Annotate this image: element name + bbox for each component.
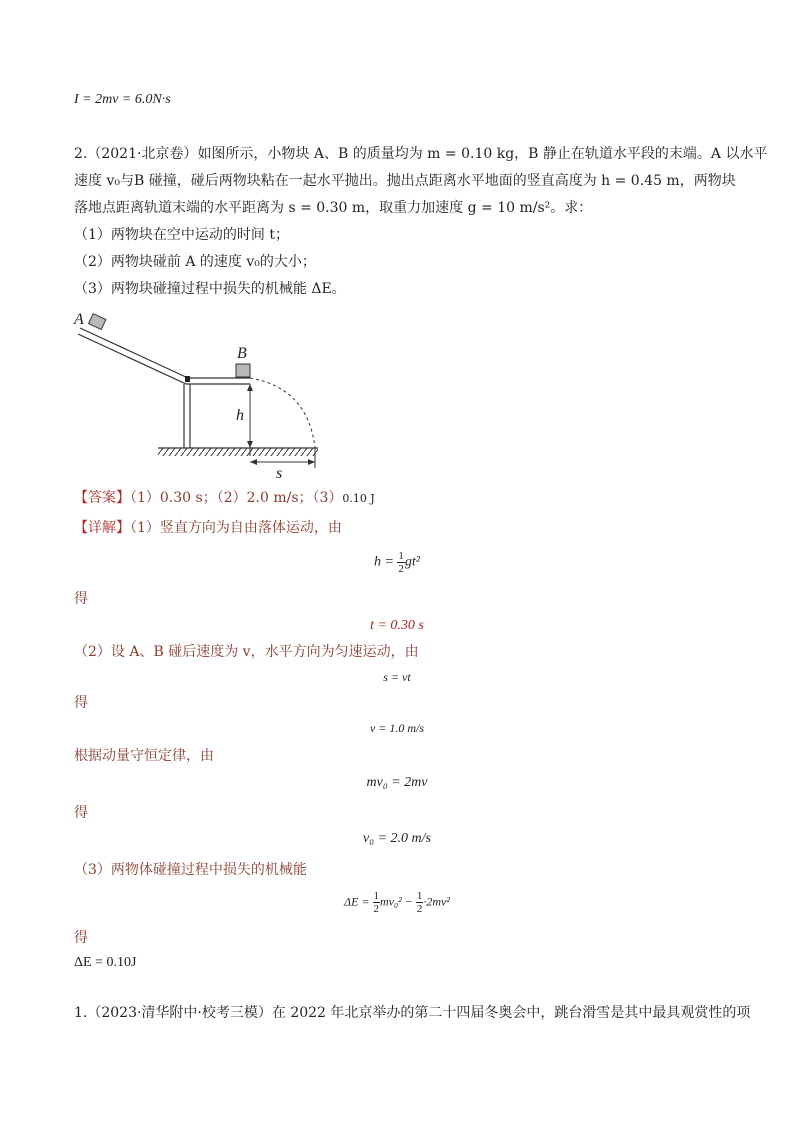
- block-a: [89, 314, 106, 330]
- ramp-line-top: [80, 328, 188, 378]
- momentum-text: 根据动量守恒定律，由: [74, 748, 214, 764]
- result-v0: v₀ = 2.0 m/s: [363, 831, 431, 846]
- problem-stem-line1: [74, 144, 767, 164]
- equation-2: s = vt: [383, 670, 411, 684]
- next-problem-stem: 1.（2023·清华附中·校考三模）在 2022 年北京举办的第二十四届冬奥会中，跳台滑雪是其中最具观赏性的项: [74, 1005, 751, 1021]
- de-4: 得: [74, 930, 88, 946]
- equation-1: h = $\frac{1}{2}$ gt²: [373, 550, 421, 575]
- answer-tag: 【答案】: [74, 490, 130, 506]
- detail-tag: 【详解】: [74, 520, 130, 536]
- detail-1: （1）竖直方向为自由落体运动，由: [130, 520, 342, 536]
- trajectory-dashed: [250, 378, 315, 448]
- question-2: （2）两物块碰前 A 的速度 v₀的大小；: [74, 254, 316, 270]
- answer-line: [74, 488, 375, 509]
- problem-source: 2.（2021·北京卷）: [74, 146, 198, 162]
- de-1: 得: [74, 591, 88, 607]
- problem-stem-line2: 速度 v₀与B 碰撞，碰后两物块粘在一起水平抛出。抛出点距离水平地面的竖直高度为 h = 0.45 m，两物块: [74, 173, 736, 189]
- ground-hatch: [158, 448, 318, 456]
- question-1: （1）两物块在空中运动的时间 t；: [74, 227, 289, 243]
- label-a: A: [74, 311, 84, 328]
- answer-text: （1）0.30 s；（2）2.0 m/s；（3）: [130, 490, 343, 506]
- de-3: 得: [74, 805, 88, 821]
- detail-3: （3）两物体碰撞过程中损失的机械能: [74, 862, 307, 878]
- de-2: 得: [74, 695, 88, 711]
- label-s: s: [276, 465, 283, 480]
- detail-2: （2）设 A、B 碰后速度为 v，水平方向为匀速运动，由: [74, 644, 419, 660]
- result-t: t = 0.30 s: [370, 618, 424, 633]
- problem-stem-line3: 落地点距离轨道末端的水平距离为 s = 0.30 m，取重力加速度 g = 10 m/s²。求：: [74, 200, 593, 216]
- label-h: h: [236, 407, 244, 424]
- equation-4: ΔE = $\frac{1}{2}$ mv₀² − $\frac{1}{2}$ ·2mv²: [344, 890, 450, 915]
- result-v: v = 1.0 m/s: [369, 721, 425, 735]
- physics-figure: [70, 308, 330, 480]
- result-e: ΔE = 0.10J: [74, 955, 137, 970]
- block-b: [236, 364, 250, 377]
- previous-result: I = 2mv = 6.0N·s: [74, 92, 171, 107]
- joint-mark: [185, 376, 190, 382]
- answer-last: 0.10 J: [342, 492, 375, 505]
- ramp-line-bottom: [78, 334, 186, 384]
- question-3: （3）两物块碰撞过程中损失的机械能 ΔE。: [74, 281, 346, 297]
- detail-line-1: [74, 518, 342, 538]
- stem-text-1: 如图所示，小物块 A、B 的质量均为 m = 0.10 kg，B 静止在轨道水平段的末端。A 以水平: [197, 146, 768, 162]
- label-b: B: [237, 345, 247, 362]
- equation-3: mv₀ = 2mv: [366, 775, 428, 790]
